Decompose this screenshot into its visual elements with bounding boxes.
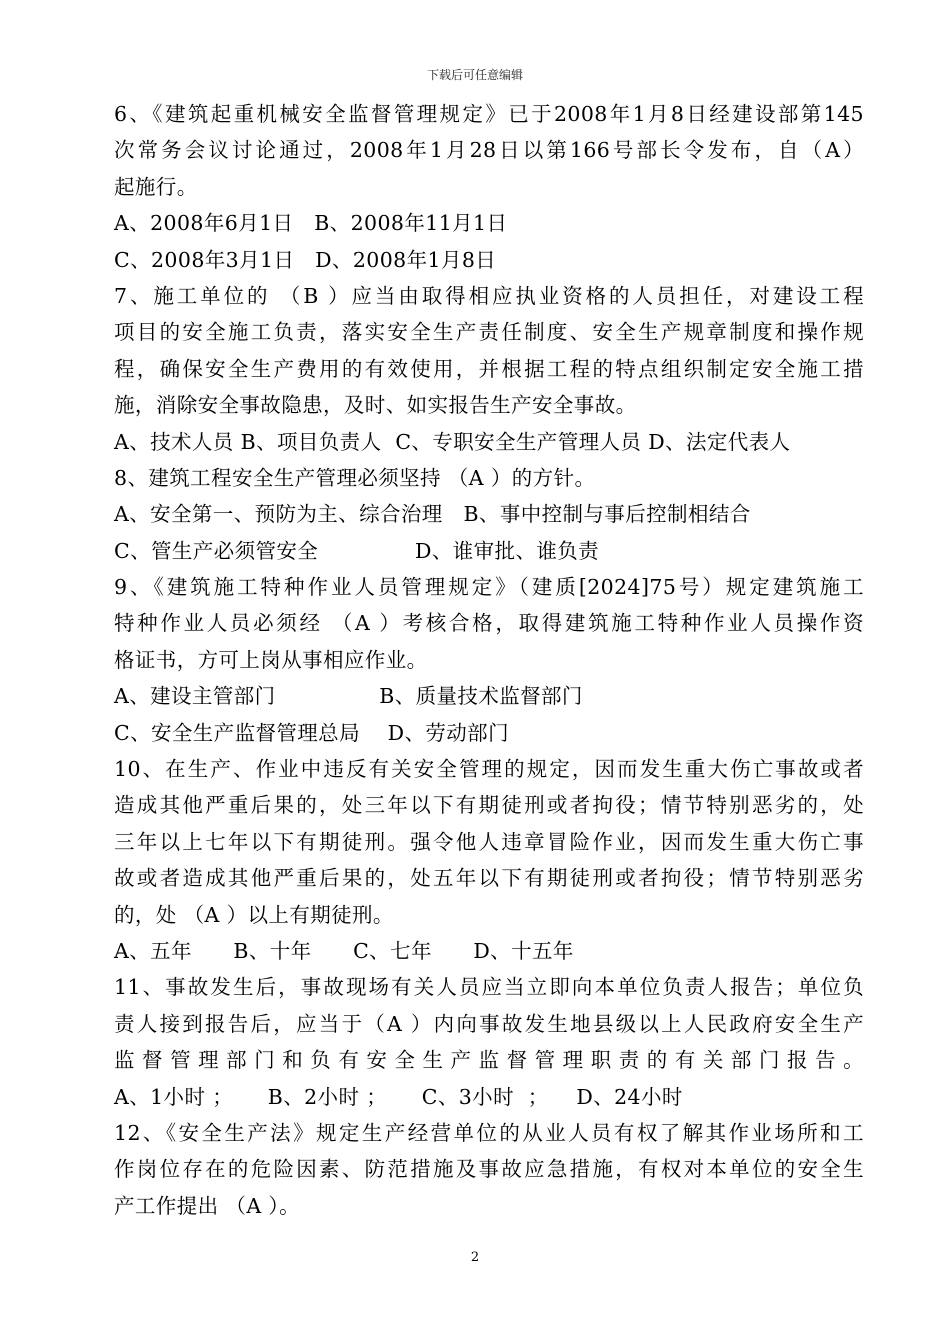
text-line: 程，确保安全生产费用的有效使用，并根据工程的特点组织制定安全施工措 [114,356,864,381]
option-line: C、安全生产监督管理总局 D、劳动部门 [114,720,509,745]
page-header: 下载后可任意编辑 [426,68,523,82]
text-line: 故或者造成其他严重后果的，处五年以下有期徒刑或者拘役；情节特别恶劣 [114,866,864,891]
text-line: 7、施工单位的 （B ）应当由取得相应执业资格的人员担任，对建设工程 [114,283,864,308]
option-line: A、2008年6月1日 B、2008年11月1日 [114,211,508,236]
option-line: A、安全第一、预防为主、综合治理 B、事中控制与事后控制相结合 [114,502,751,527]
text-line: 施，消除安全事故隐患，及时、如实报告生产安全事故。 [114,393,637,418]
text-line: 责人接到报告后，应当于（A ）内向事故发生地县级以上人民政府安全生产 [114,1011,864,1036]
text-line: 特种作业人员必须经 （A ）考核合格，取得建筑施工特种作业人员操作资 [114,611,864,636]
option-line: A、1小时 ； B、2小时 ； C、3小时 ； D、24小时 [114,1084,683,1109]
text-line: 8、建筑工程安全生产管理必须坚持 （A ）的方针。 [114,465,596,490]
option-line: A、技术人员 B、项目负责人 C、专职安全生产管理人员 D、法定代表人 [114,429,791,454]
text-line: 作岗位存在的危险因素、防范措施及事故应急措施，有权对本单位的安全生 [114,1157,864,1182]
text-line: 6、《建筑起重机械安全监督管理规定》已于2008年1月8日经建设部第145 [114,102,864,126]
text-line: 项目的安全施工负责，落实安全生产责任制度、安全生产规章制度和操作规 [114,320,864,345]
text-line: 10、在生产、作业中违反有关安全管理的规定，因而发生重大伤亡事故或者 [114,757,864,782]
text-line: 监督管理部门和负有安全生产监督管理职责的有关部门报告。 [114,1048,864,1073]
page-number: 2 [470,1250,480,1265]
text-line: 的，处 （A ）以上有期徒刑。 [114,902,394,927]
option-line: A、建设主管部门 B、质量技术监督部门 [114,684,583,709]
text-line: 9、《建筑施工特种作业人员管理规定》（建质[2024]75号）规定建筑施工 [114,575,864,600]
option-line: A、五年 B、十年 C、七年 D、十五年 [114,938,574,963]
text-line: 次常务会议讨论通过，2008年1月28日以第166号部长令发布，自（A） [114,138,864,163]
document-body [114,96,864,1224]
text-line: 三年以上七年以下有期徒刑。强令他人违章冒险作业，因而发生重大伤亡事 [114,829,864,854]
text-line: 产工作提出 （A ）。 [114,1193,300,1218]
option-line: C、管生产必须管安全 D、谁审批、谁负责 [114,538,600,563]
text-line: 起施行。 [114,174,198,199]
text-line: 11、事故发生后，事故现场有关人员应当立即向本单位负责人报告；单位负 [114,975,864,1000]
option-line: C、2008年3月1日 D、2008年1月8日 [114,247,497,272]
text-line: 格证书，方可上岗从事相应作业。 [114,647,428,672]
text-line: 12、《安全生产法》规定生产经营单位的从业人员有权了解其作业场所和工 [114,1120,864,1145]
text-line: 造成其他严重后果的，处三年以下有期徒刑或者拘役；情节特别恶劣的，处 [114,793,864,818]
